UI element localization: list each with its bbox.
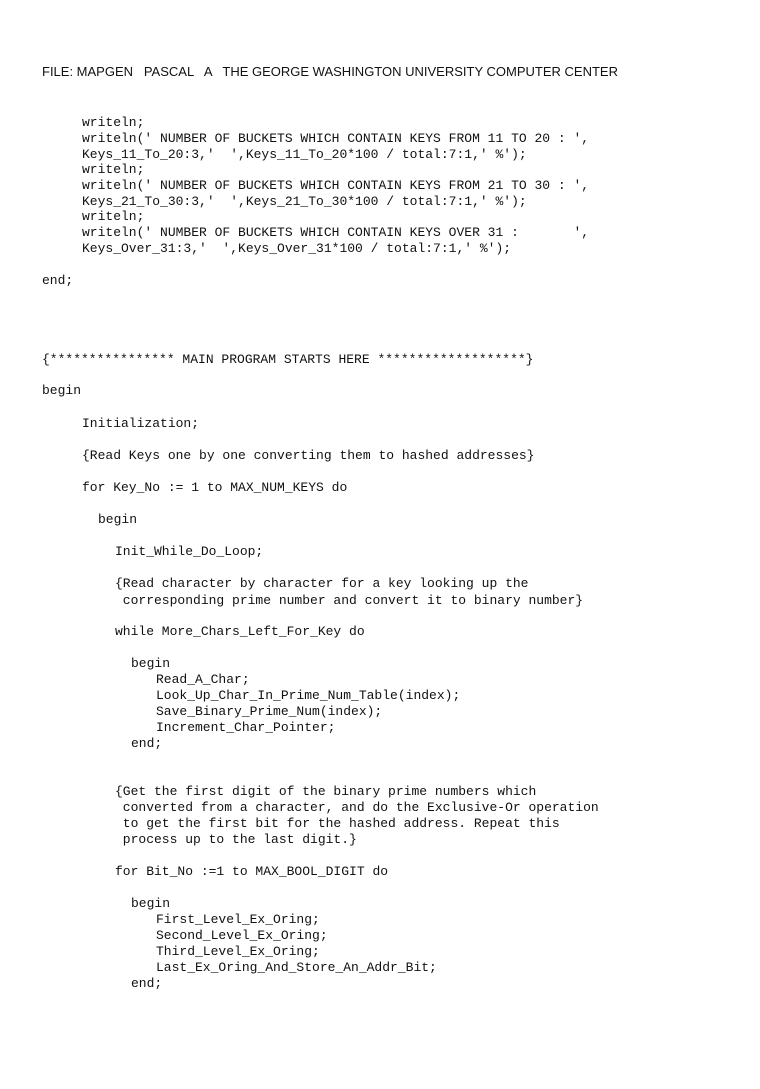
code-line: Keys_11_To_20:3,' ',Keys_11_To_20*100 / total:7:1,' %'); (82, 147, 527, 162)
code-line: Look_Up_Char_In_Prime_Num_Table(index); (156, 688, 461, 703)
comment-line: corresponding prime number and convert it to binary number} (115, 593, 584, 608)
code-line: First_Level_Ex_Oring; (156, 912, 320, 927)
code-line: end; (42, 273, 74, 288)
code-line: begin (42, 383, 82, 398)
comment-line: {**************** MAIN PROGRAM STARTS HERE *******************} (42, 352, 534, 367)
file-header: FILE: MAPGEN PASCAL A THE GEORGE WASHINGTON UNIVERSITY COMPUTER CENTER (42, 64, 618, 79)
code-line: Last_Ex_Oring_And_Store_An_Addr_Bit; (156, 960, 437, 975)
code-line: begin (131, 656, 171, 671)
code-line: for Bit_No :=1 to MAX_BOOL_DIGIT do (115, 864, 389, 879)
comment-line: converted from a character, and do the Exclusive-Or operation (115, 800, 599, 815)
code-line: Keys_Over_31:3,' ',Keys_Over_31*100 / total:7:1,' %'); (82, 241, 512, 256)
comment-line: process up to the last digit.} (115, 832, 357, 847)
code-line: Initialization; (82, 416, 200, 431)
code-line: for Key_No := 1 to MAX_NUM_KEYS do (82, 480, 348, 495)
code-line: writeln(' NUMBER OF BUCKETS WHICH CONTAIN KEYS FROM 11 TO 20 : ', (82, 131, 590, 146)
comment-line: {Read Keys one by one converting them to hashed addresses} (82, 448, 535, 463)
code-line: writeln; (82, 209, 145, 224)
code-line: end; (131, 976, 163, 991)
code-line: writeln; (82, 115, 145, 130)
code-line: begin (131, 896, 171, 911)
code-line: Third_Level_Ex_Oring; (156, 944, 320, 959)
code-line: Init_While_Do_Loop; (115, 544, 264, 559)
code-line: Increment_Char_Pointer; (156, 720, 336, 735)
code-line: Save_Binary_Prime_Num(index); (156, 704, 383, 719)
code-line: while More_Chars_Left_For_Key do (115, 624, 365, 639)
comment-line: to get the first bit for the hashed address. Repeat this (115, 816, 560, 831)
code-line: end; (131, 736, 163, 751)
code-line: writeln; (82, 162, 145, 177)
code-line: begin (98, 512, 138, 527)
code-line: Second_Level_Ex_Oring; (156, 928, 328, 943)
code-line: Keys_21_To_30:3,' ',Keys_21_To_30*100 / total:7:1,' %'); (82, 194, 527, 209)
comment-line: {Get the first digit of the binary prime numbers which (115, 784, 537, 799)
code-line: writeln(' NUMBER OF BUCKETS WHICH CONTAIN KEYS FROM 21 TO 30 : ', (82, 178, 590, 193)
code-line: writeln(' NUMBER OF BUCKETS WHICH CONTAIN KEYS OVER 31 : ', (82, 225, 590, 240)
code-line: Read_A_Char; (156, 672, 250, 687)
comment-line: {Read character by character for a key looking up the (115, 576, 529, 591)
